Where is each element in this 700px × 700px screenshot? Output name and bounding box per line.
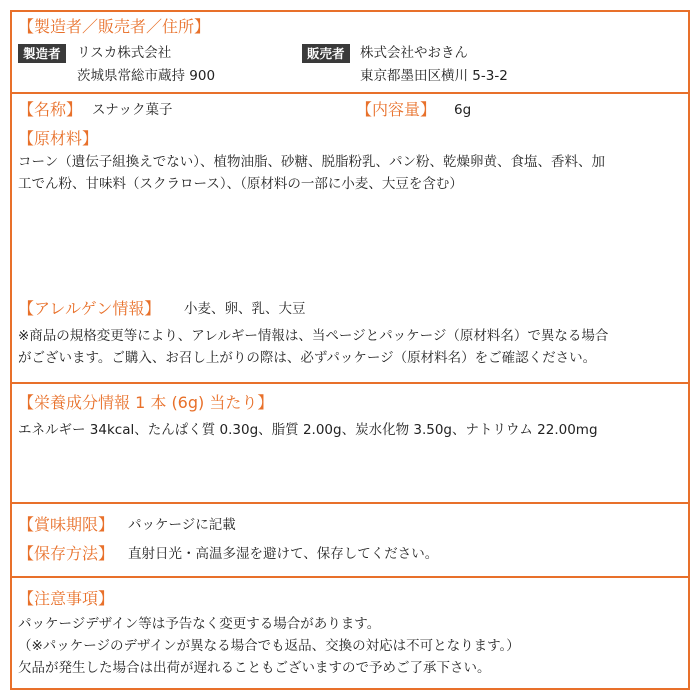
seller-address: 東京都墨田区横川 5-3-2 — [360, 68, 508, 84]
allergen-heading: 【アレルゲン情報】 — [18, 299, 161, 318]
volume-label: 【内容量】 — [356, 100, 437, 119]
storage-label: 【保存方法】 — [18, 544, 115, 563]
name-label: 【名称】 — [18, 100, 83, 119]
ingredients-heading: 【原材料】 — [18, 129, 99, 148]
allergen-note-line-1: ※商品の規格変更等により、アレルギー情報は、当ページとパッケージ（原材料名）で異なる場合 — [18, 328, 609, 344]
maker-section — [12, 12, 688, 94]
notes-heading: 【注意事項】 — [18, 589, 115, 608]
storage-value: 直射日光・高温多湿を避けて、保存してください。 — [128, 546, 439, 562]
notes-section — [12, 578, 688, 688]
allergen-value: 小麦、卵、乳、大豆 — [184, 301, 306, 317]
name-value: スナック菓子 — [92, 102, 173, 118]
manufacturer-address: 茨城県常総市蔵持 900 — [77, 68, 216, 84]
ingredients-line-2: 工でん粉、甘味料（スクラロース）、（原材料の一部に小麦、大豆を含む） — [18, 176, 463, 192]
notes-line-3: 欠品が発生した場合は出荷が遅れることもございますので予めご了承下さい。 — [18, 660, 491, 676]
product-info-sheet — [10, 10, 690, 690]
notes-line-2: （※パッケージのデザインが異なる場合でも返品、交換の対応は不可となります。） — [18, 638, 520, 654]
product-section — [12, 94, 688, 384]
nutrition-heading: 【栄養成分情報 1 本 (6g) 当たり】 — [18, 393, 274, 412]
manufacturer-tag: 製造者 — [18, 44, 66, 63]
notes-line-1: パッケージデザイン等は予告なく変更する場合があります。 — [18, 616, 381, 632]
expiry-value: パッケージに記載 — [128, 517, 236, 533]
expiry-label: 【賞味期限】 — [18, 515, 115, 534]
nutrition-value: エネルギー 34kcal、たんぱく質 0.30g、脂質 2.00g、炭水化物 3.50g、ナトリウム 22.00mg — [18, 422, 598, 438]
nutrition-section — [12, 384, 688, 504]
ingredients-line-1: コーン（遺伝子組換えでない）、植物油脂、砂糖、脱脂粉乳、パン粉、乾燥卵黄、食塩、香料、加 — [18, 154, 605, 170]
shelf-section — [12, 504, 688, 578]
manufacturer-name: リスカ株式会社 — [77, 45, 172, 61]
seller-name: 株式会社やおきん — [360, 45, 468, 61]
volume-value: 6g — [454, 102, 472, 118]
seller-tag: 販売者 — [302, 44, 350, 63]
maker-heading: 【製造者／販売者／住所】 — [18, 17, 211, 36]
allergen-note-line-2: がございます。ご購入、お召し上がりの際は、必ずパッケージ（原材料名）をご確認ください。 — [18, 350, 597, 366]
